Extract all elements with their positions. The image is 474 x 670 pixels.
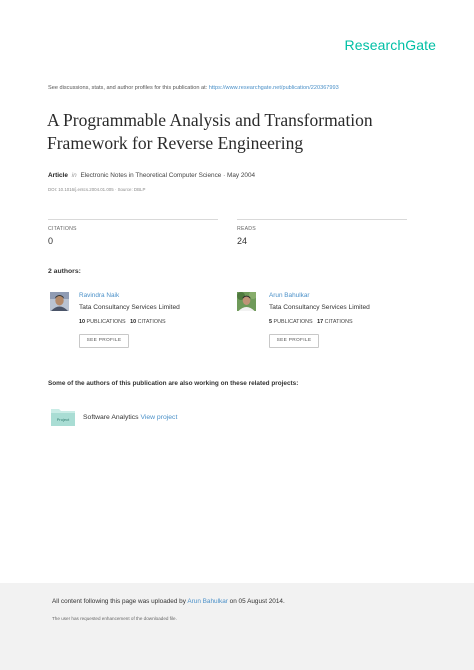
publications-label: PUBLICATIONS [86,319,126,325]
author-name-link[interactable]: Ravindra Naik [79,292,120,299]
uploader-link[interactable]: Arun Bahulkar [187,598,228,605]
avatar-photo-icon [50,292,69,311]
source-prefix: See discussions, stats, and author profiles for this publication at: [48,85,208,91]
author-name-link[interactable]: Arun Bahulkar [269,292,310,299]
see-profile-button[interactable]: SEE PROFILE [269,334,319,348]
author-stats [79,319,166,325]
upload-note [52,598,285,605]
publications-count: 10 [79,319,85,325]
publications-count: 5 [269,319,272,325]
article-in: in [71,172,77,179]
citations-divider [48,219,218,220]
publication-url-link[interactable]: https://www.researchgate.net/publication/220367993 [208,85,339,91]
folder-icon [51,406,75,426]
see-profile-button[interactable]: SEE PROFILE [79,334,129,348]
author-institution: Tata Consultancy Services Limited [269,304,370,311]
project-icon-label: Project [56,417,70,422]
project-folder-icon[interactable] [51,406,75,426]
author-avatar-arun-bahulkar[interactable] [237,292,256,311]
avatar-photo-icon [237,292,256,311]
citations-label: CITATIONS [48,226,77,232]
enhancement-note: The user has requested enhancement of the downloaded file. [52,616,177,621]
researchgate-logo[interactable]: ResearchGate [344,37,436,53]
journal-name: Electronic Notes in Theoretical Computer Science · May 2004 [80,172,256,179]
reads-divider [237,219,407,220]
article-info [48,172,255,179]
citations-count: 10 [130,319,137,325]
view-project-link[interactable]: View project [140,414,178,421]
related-projects-heading: Some of the authors of this publication are also working on these related projects: [48,380,299,387]
author-stats [269,319,353,325]
citations-label: CITATIONS [324,319,353,325]
citations-count: 17 [317,319,324,325]
upload-suffix: on 05 August 2014. [229,598,285,605]
doi-line: DOI: 10.1016/j.entcs.2004.01.005 · Source: DBLP [48,187,146,192]
article-type: Article [48,172,68,179]
reads-value: 24 [237,236,248,246]
authors-heading: 2 authors: [48,268,81,275]
source-line [48,85,339,91]
author-avatar-ravindra-naik[interactable] [50,292,69,311]
reads-label: READS [237,226,256,232]
publication-title: A Programmable Analysis and Transformation Framework for Reverse Engineering [47,110,373,153]
publications-label: PUBLICATIONS [273,319,313,325]
project-item [83,414,177,421]
footer-panel [0,583,474,670]
citations-label: CITATIONS [137,319,166,325]
author-institution: Tata Consultancy Services Limited [79,304,180,311]
project-name: Software Analytics [83,414,139,421]
citations-value: 0 [48,236,54,246]
upload-prefix: All content following this page was uploaded by [52,598,186,605]
